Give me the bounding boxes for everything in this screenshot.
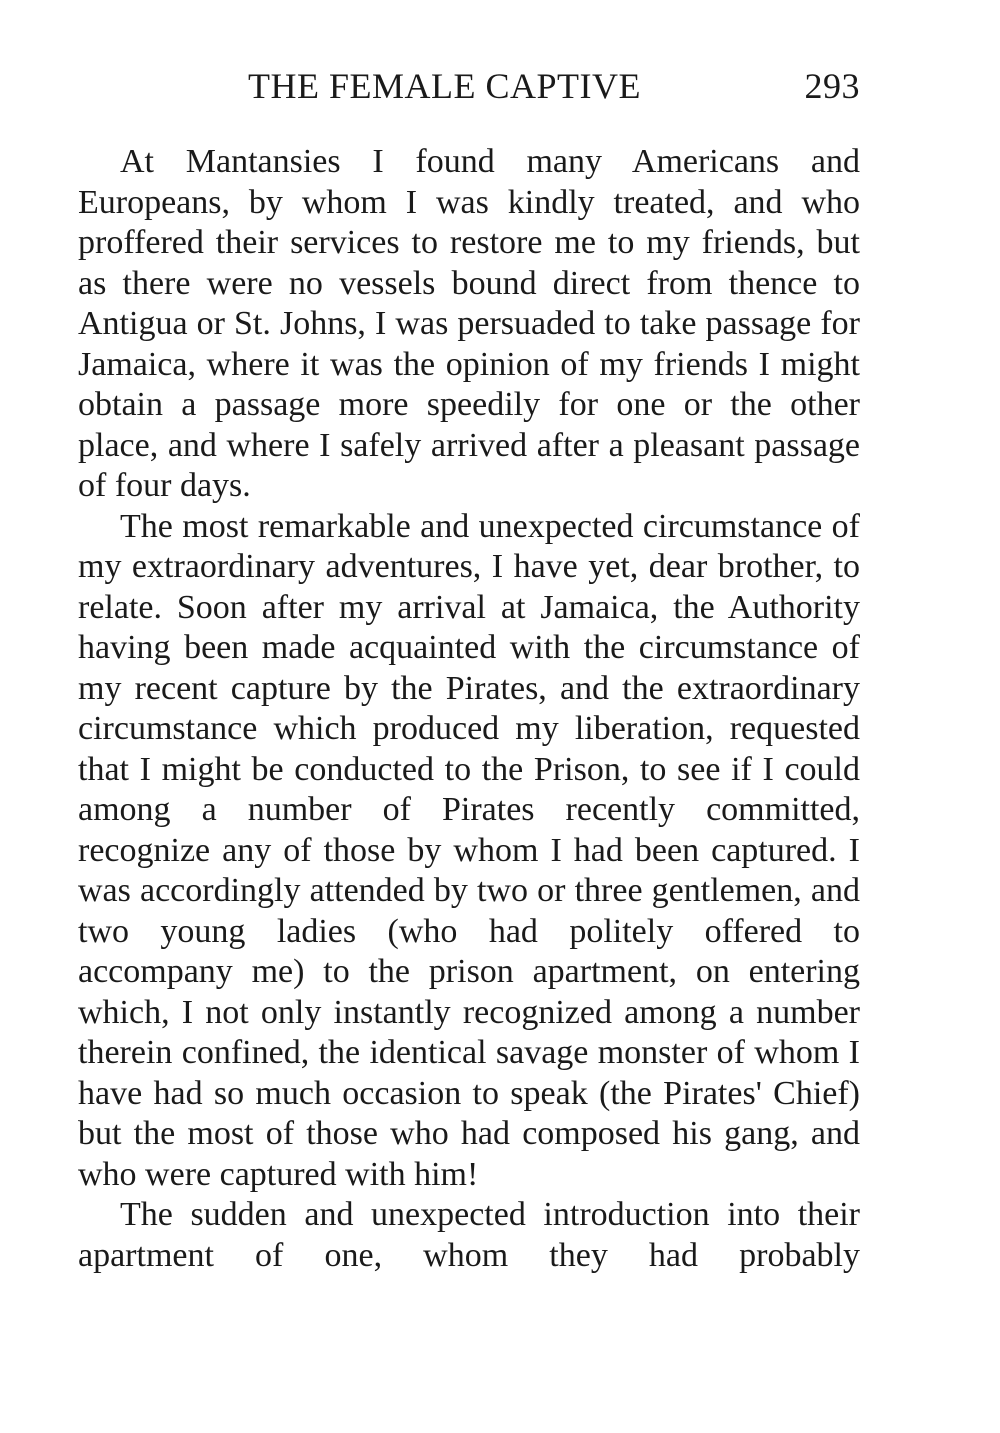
body-text	[78, 142, 860, 1276]
book-page	[78, 62, 860, 1276]
page-header	[78, 62, 860, 110]
page-number: 293	[804, 66, 860, 106]
paragraph: At Mantansies I found many Americans and Europeans, by whom I was kindly treated, and who proffered their services to restore me to my friends, but as there were no vessels bound direct from thence to Antigua or St. Johns, I was persuaded to take passage for Jamaica, where it was the opinion of my friends I might obtain a passage more speedily for one or the other place, and where I safely arrived after a pleasant passage of four days.	[78, 143, 860, 504]
paragraph: The sudden and unexpected introduction into their apartment of one, whom they had probably	[78, 1196, 860, 1274]
paragraph: The most remarkable and unexpected circumstance of my extraordinary adventures, I have yet, dear brother, to relate. Soon after my arrival at Jamaica, the Authority having been made acquainted with the circumstance of my recent capture by the Pirates, and the extraordinary circumstance which produced my liberation, requested that I might be conducted to the Prison, to see if I could among a number of Pirates recently committed, recognize any of those by whom I had been captured. I was accordingly attended by two or three gentlemen, and two young ladies (who had politely offered to accompany me) to the prison apartment, on entering which, I not only instantly recognized among a number therein confined, the identical savage monster of whom I have had so much occasion to speak (the Pirates' Chief) but the most of those who had composed his gang, and who were captured with him!	[78, 507, 860, 1193]
running-title: THE FEMALE CAPTIVE	[248, 66, 641, 106]
